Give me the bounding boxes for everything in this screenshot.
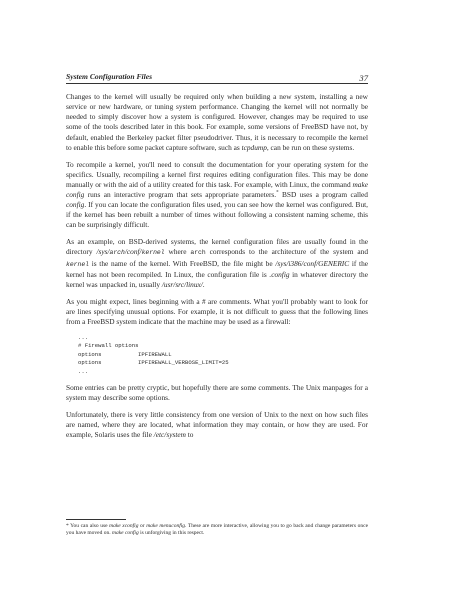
paragraph-text: is the name of the kernel. With FreeBSD, the file might be bbox=[89, 258, 276, 268]
footnote-marker: * bbox=[66, 523, 69, 529]
paragraph-text: corresponds to the architecture of the system and bbox=[205, 247, 368, 257]
paragraph-text: where bbox=[164, 247, 191, 257]
code-line: # Firewall options bbox=[78, 342, 139, 350]
path-text: /sys/ bbox=[96, 247, 110, 257]
paragraph-kernel-changes bbox=[66, 92, 368, 153]
footnote-text: . These are more interactive, allowing you to go back and change parameters once you have moved on. bbox=[66, 523, 369, 537]
footnote-text: You can also use bbox=[68, 523, 110, 529]
code-block bbox=[78, 334, 368, 377]
paragraph-recompile bbox=[66, 160, 368, 231]
paragraph-text: As an example, on BSD-derived systems, the kernel configuration files are usually found in the directory bbox=[66, 237, 368, 257]
placeholder-text: kernel bbox=[66, 260, 90, 268]
path-text: /sys/i386/conf/GENERIC bbox=[275, 258, 350, 268]
paragraph-text: . If you can locate the configuration files used, you can see how the kernel was configured. But, if the kernel has been rebuilt a number of times without following a consistent naming scheme, this can be surprisingly difficult. bbox=[66, 200, 368, 230]
footnote bbox=[66, 523, 368, 538]
command-name: make menuconfig bbox=[146, 523, 186, 529]
path-text: /conf/ bbox=[124, 247, 142, 257]
paragraph-text: Some entries can be pretty cryptic, but hopefully there are some comments. The Unix manpages for a system may describe some options. bbox=[66, 383, 368, 403]
footnote-text: is unforgiving in this respect. bbox=[138, 530, 205, 537]
paragraph-text: if the kernel has not been recompiled. In Linux, the configuration file is bbox=[66, 258, 368, 279]
paragraph-text: To recompile a kernel, you'll need to consult the documentation for your operating system for the specifics. Usually, recompiling a kernel first requires editing configuration files. This may be done manually or with the aid of a utility created for this task. For example, with Linux, the command bbox=[66, 159, 368, 189]
code-line: ... bbox=[78, 368, 89, 376]
path-text: /usr/src/linux/ bbox=[161, 279, 203, 289]
paragraph-cryptic bbox=[66, 383, 368, 403]
code-value: IPFIREWALL_VERBOSE_LIMIT=25 bbox=[138, 359, 229, 367]
footnote-marker: * bbox=[276, 190, 279, 196]
placeholder-text: arch bbox=[190, 249, 206, 257]
tool-name: tcpdump bbox=[241, 142, 267, 152]
placeholder-text: kernel bbox=[141, 249, 165, 257]
path-text: /etc/system bbox=[153, 430, 186, 440]
command-name: make config bbox=[111, 530, 139, 537]
code-line bbox=[78, 351, 368, 360]
footnote-text: or bbox=[138, 523, 147, 529]
paragraph-text: . bbox=[202, 279, 205, 289]
command-name: make config bbox=[66, 179, 368, 199]
command-name: make xconfig bbox=[109, 523, 139, 529]
paragraph-text: Changes to the kernel will usually be required only when building a new system, installing a new service or new hardware, or tuning system performance. Changing the kernel will not normally be needed to simply discover how a system is configured. However, changes may be required to use some of the tools described later in this book. For example, some versions of FreeBSD have not, by default, enabled the Berkeley packet filter pseudodriver. Thus, it is necessary to recompile the kernel to enable this before some packet capture software, such as bbox=[66, 92, 368, 152]
program-name: config bbox=[66, 200, 85, 210]
header-rule bbox=[66, 83, 368, 84]
page-number: 37 bbox=[359, 73, 368, 83]
paragraph-text: Unfortunately, there is very little consistency from one version of Unix to the next on how such files are named, where they are located, what information they may contain, or how they are used. For example, Solaris uses the file bbox=[66, 410, 368, 440]
code-keyword: options bbox=[78, 359, 102, 367]
paragraph-text: to bbox=[185, 430, 194, 440]
paragraph-comments bbox=[66, 297, 368, 327]
filename-text: .config bbox=[269, 269, 290, 279]
body-text bbox=[66, 92, 368, 441]
paragraph-consistency bbox=[66, 410, 368, 440]
code-line: ... bbox=[78, 333, 89, 341]
paragraph-text: , can be run on these systems. bbox=[266, 142, 355, 152]
running-header bbox=[66, 70, 368, 84]
code-value: IPFIREWALL bbox=[138, 350, 172, 358]
chapter-title: System Configuration Files bbox=[66, 72, 153, 81]
footnote-rule bbox=[66, 519, 126, 520]
paragraph-bsd-example bbox=[66, 237, 368, 290]
placeholder-text: arch bbox=[109, 249, 125, 257]
code-line bbox=[78, 359, 368, 368]
paragraph-text: runs an interactive program that sets appropriate parameters. bbox=[84, 190, 277, 199]
paragraph-text: in whatever directory the kernel was unpacked in, usually bbox=[66, 269, 368, 289]
code-keyword: options bbox=[78, 350, 102, 358]
paragraph-text: As you might expect, lines beginning with a # are comments. What you'll probably want to look for are lines specifying unusual options. For example, it is not difficult to guess that the following lines from a FreeBSD system indicate that the machine may be used as a firewall: bbox=[66, 296, 368, 326]
paragraph-text: BSD uses a program called bbox=[278, 190, 368, 199]
